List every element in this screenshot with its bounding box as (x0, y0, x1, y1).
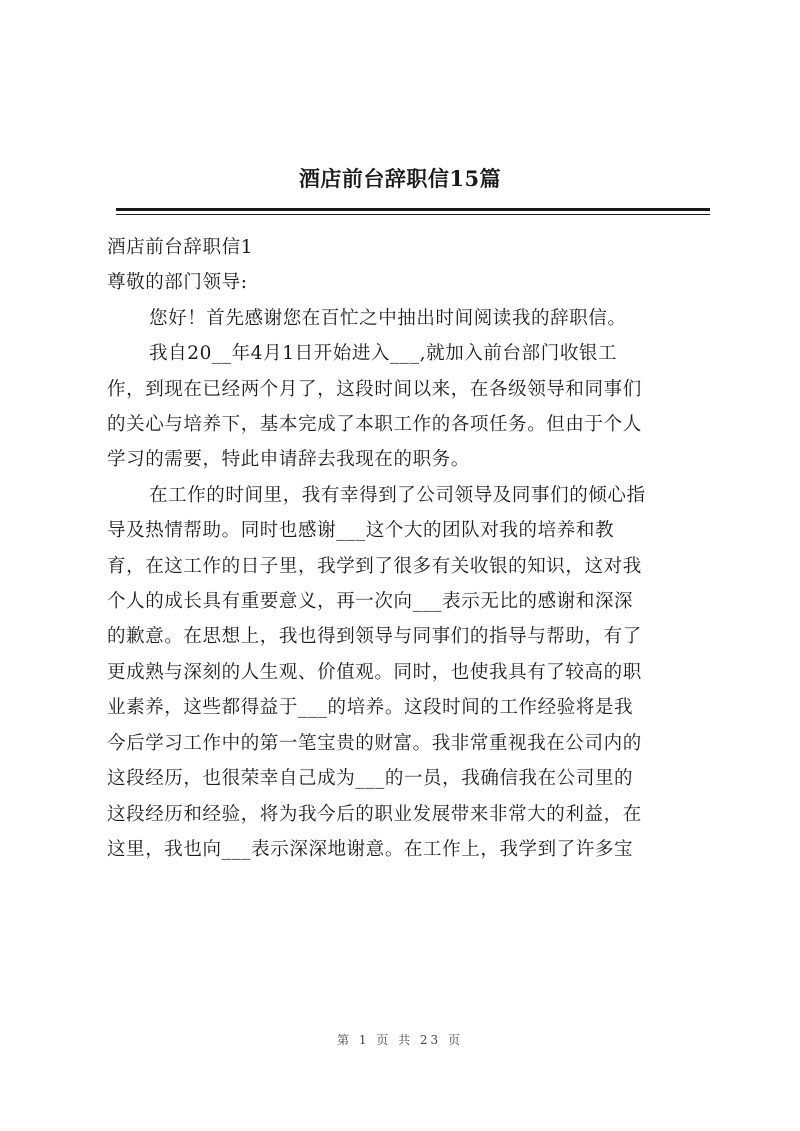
text-line: 导及热情帮助。同时也感谢___这个大的团队对我的培养和教 (107, 520, 615, 542)
text-line: 个人的成长具有重要意义，再一次向___表示无比的感谢和深深 (107, 591, 634, 613)
paragraph-greeting: 您好！首先感谢您在百忙之中抽出时间阅读我的辞职信。 (149, 307, 627, 329)
paragraph-gratitude (107, 478, 712, 867)
text-line: 在工作的时间里，我有幸得到了公司领导及同事们的倾心指 (149, 484, 646, 506)
text-line: 学习的需要，特此申请辞去我现在的职务。 (107, 449, 470, 471)
section-heading: 酒店前台辞职信1 (107, 237, 254, 258)
paragraph-employment (107, 336, 712, 478)
salutation: 尊敬的部门领导: (107, 272, 248, 294)
document-title: 酒店前台辞职信15篇 (298, 166, 502, 191)
text-line: 今后学习工作中的第一笔宝贵的财富。我非常重视我在公司内的 (107, 732, 642, 754)
text-line: 育，在这工作的日子里，我学到了很多有关收银的知识，这对我 (107, 555, 642, 577)
text-line: 的歉意。在思想上，我也得到领导与同事们的指导与帮助，有了 (107, 626, 642, 648)
title-divider (116, 208, 710, 211)
document-body (107, 230, 712, 867)
page-number: 第 1 页 共 23 页 (337, 1033, 463, 1047)
text-line: 更成熟与深刻的人生观、价值观。同时，也使我具有了较高的职 (107, 661, 642, 683)
text-line: 这段经历，也很荣幸自己成为___的一员，我确信我在公司里的 (107, 768, 634, 790)
text-line: 这里，我也向___表示深深地谢意。在工作上，我学到了许多宝 (107, 838, 634, 860)
text-line: 我自20__年4月1日开始进入___,就加入前台部门收银工 (149, 343, 618, 365)
text-line: 这段经历和经验，将为我今后的职业发展带来非常大的利益，在 (107, 803, 642, 825)
text-line: 的关心与培养下，基本完成了本职工作的各项任务。但由于个人 (107, 414, 642, 436)
text-line: 业素养，这些都得益于___的培养。这段时间的工作经验将是我 (107, 697, 634, 719)
text-line: 作，到现在已经两个月了，这段时间以来，在各级领导和同事们 (107, 378, 642, 400)
